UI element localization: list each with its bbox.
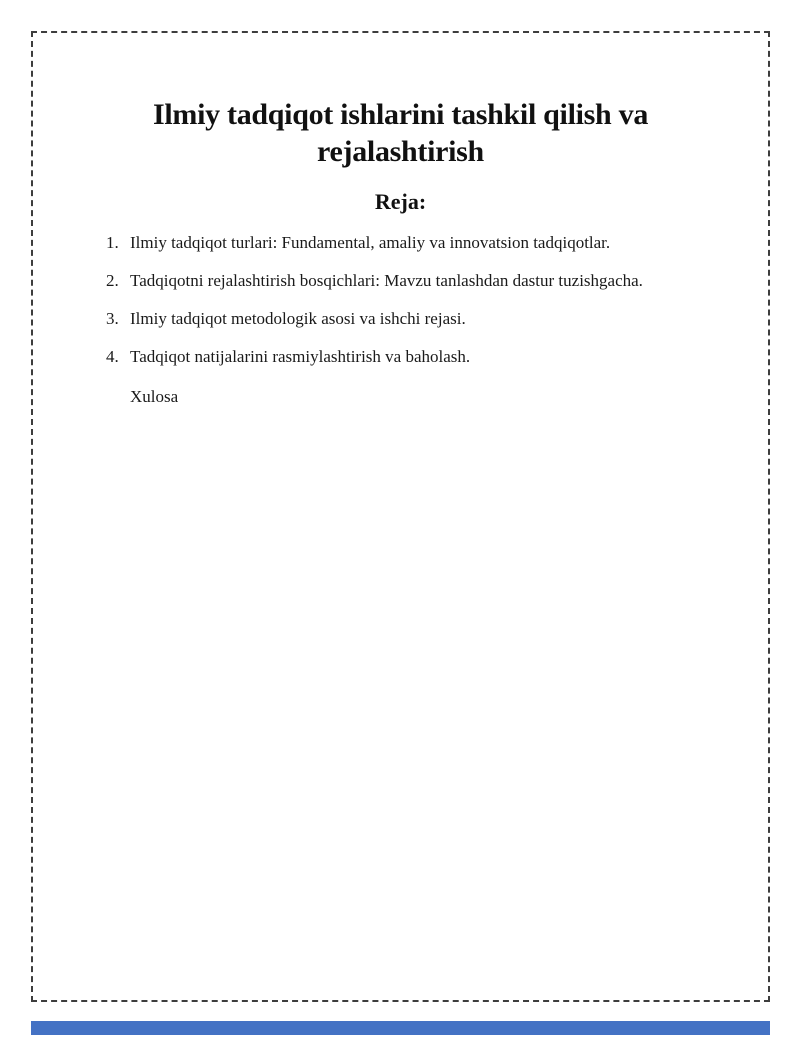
conclusion-label: Xulosa [130, 387, 179, 406]
list-item [33, 347, 768, 367]
page-content [33, 96, 768, 1063]
list-item-number: 3. [106, 309, 119, 328]
document-title: Ilmiy tadqiqot ishlarini tashkil qilish va rejalashtirish [152, 98, 649, 168]
plan-list [33, 233, 768, 367]
list-item-text: Tadqiqot natijalarini rasmiylashtirish va baholash. [130, 347, 471, 366]
list-item-text: Tadqiqotni rejalashtirish bosqichlari: Mavzu tanlashdan dastur tuzishgacha. [130, 271, 643, 290]
next-page-accent-bar [31, 1021, 770, 1035]
list-item-number: 2. [106, 271, 119, 290]
list-item [33, 233, 768, 253]
list-item [33, 271, 768, 291]
plan-heading: Reja: [374, 189, 427, 214]
document-page [31, 31, 770, 1002]
list-item-number: 1. [106, 233, 119, 252]
list-item-number: 4. [106, 347, 119, 366]
list-item-text: Ilmiy tadqiqot turlari: Fundamental, amaliy va innovatsion tadqiqotlar. [130, 233, 611, 252]
list-item [33, 309, 768, 329]
list-item-text: Ilmiy tadqiqot metodologik asosi va ishchi rejasi. [130, 309, 466, 328]
